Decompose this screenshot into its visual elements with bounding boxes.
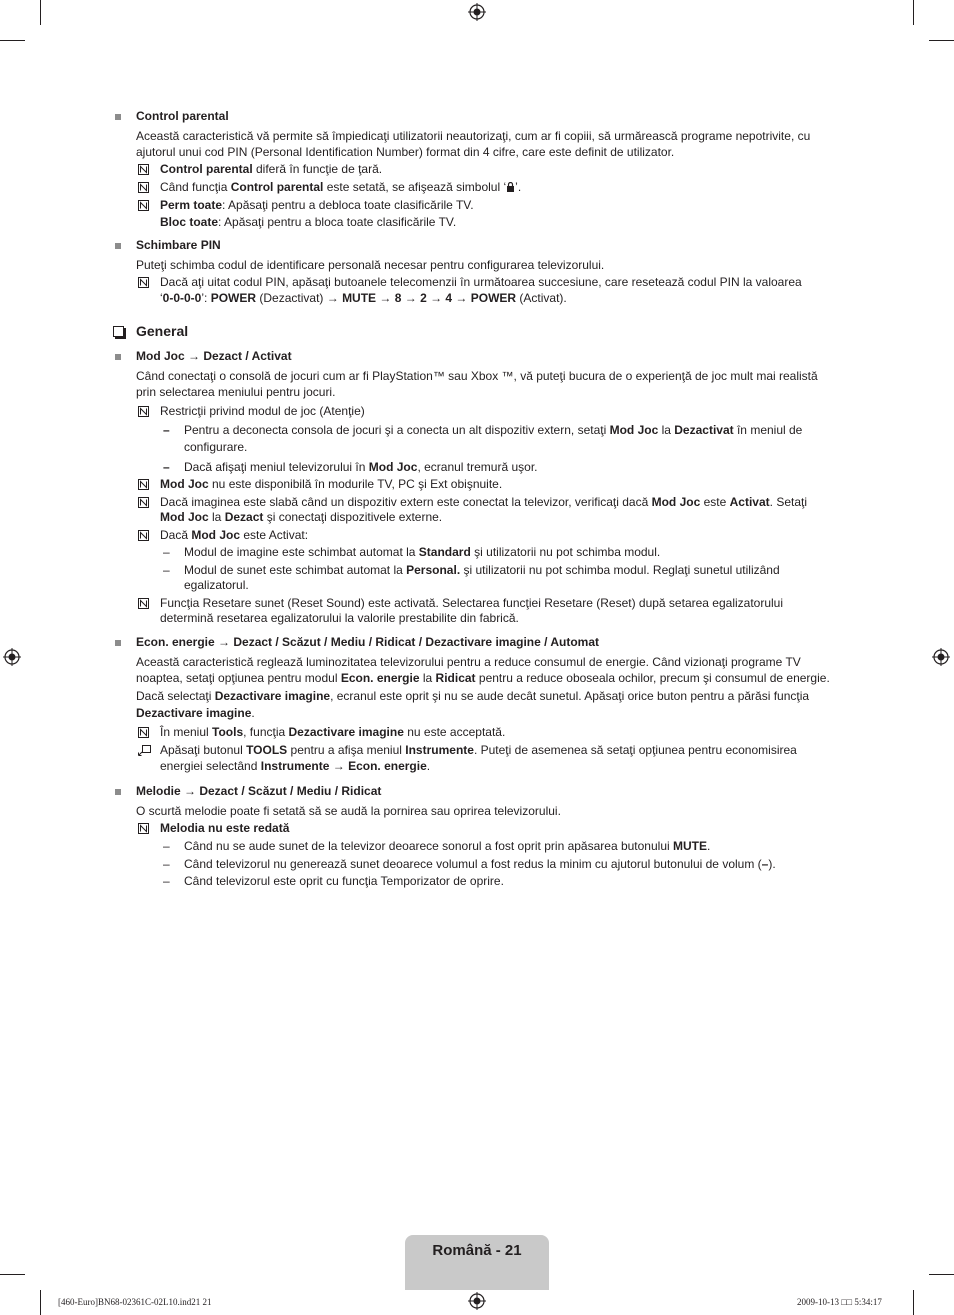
registration-mark-icon	[468, 3, 486, 21]
dash-bullet: –	[163, 839, 170, 853]
note-text: Control parental diferă în funcţie de ţară.	[160, 162, 383, 176]
tools-hand-icon	[138, 745, 151, 756]
dash-text: egalizatorul.	[184, 578, 249, 592]
crop-mark	[40, 1290, 41, 1315]
dash-text: Pentru a deconecta consola de jocuri şi a conecta un alt dispozitiv extern, setaţi Mod Joc la Dezactivat în meniul de	[184, 423, 803, 437]
bullet-square-icon	[115, 114, 121, 120]
dash-bullet: –	[163, 857, 170, 871]
note-icon	[138, 727, 149, 738]
dash-text: Când televizorul nu generează sunet deoarece volumul a fost redus la minim cu ajutorul butonului de volum (–).	[184, 857, 776, 871]
registration-mark-icon	[3, 648, 21, 666]
paragraph: ajutorul unui cod PIN (Personal Identification Number) format din 4 cifre, care este definit de utilizator.	[136, 145, 675, 159]
crop-mark	[913, 1290, 914, 1315]
registration-mark-icon	[932, 648, 950, 666]
dash-bullet: –	[163, 545, 170, 559]
dash-text: Modul de imagine este schimbat automat la Standard şi utilizatorii nu pot schimba modul.	[184, 545, 661, 559]
bullet-square-icon	[115, 243, 121, 249]
note-text: energiei selectând Instrumente → Econ. energie.	[160, 759, 431, 773]
note-text: Restricţii privind modul de joc (Atenţie)	[160, 404, 365, 418]
bullet-square-icon	[115, 354, 121, 360]
note-text: Perm toate: Apăsaţi pentru a debloca toate clasificările TV.	[160, 198, 474, 212]
note-icon	[138, 497, 149, 508]
bullet-square-icon	[115, 640, 121, 646]
dash-bullet: –	[163, 874, 170, 888]
paragraph: Această caracteristică vă permite să împiedicaţi utilizatorii neautorizaţi, cum ar fi copiii, să urmărească programe nepotrivite, cu	[136, 129, 811, 143]
dash-text: Modul de sunet este schimbat automat la Personal. şi utilizatorii nu pot schimba modul. Reglaţi sunetul utilizând	[184, 563, 780, 577]
paragraph: Dezactivare imagine.	[136, 706, 255, 720]
heading-schimbare-pin: Schimbare PIN	[136, 238, 221, 252]
paragraph: O scurtă melodie poate fi setată să se audă la pornirea sau oprirea televizorului.	[136, 804, 561, 818]
dash-text: Dacă afişaţi meniul televizorului în Mod Joc, ecranul tremură uşor.	[184, 460, 538, 474]
paragraph: Această caracteristică reglează luminozitatea televizorului pentru a reduce consumul de energie. Când vizionaţi programe TV	[136, 655, 801, 669]
note-text: determină resetarea egalizatorului la valorile prestabilite din fabrică.	[160, 611, 519, 625]
section-title-general: General	[136, 323, 189, 339]
heading-econ-energie: Econ. energie → Dezact / Scăzut / Mediu / Ridicat / Dezactivare imagine / Automat	[136, 635, 600, 649]
note-text: ‘0-0-0-0’: POWER (Dezactivat) → MUTE → 8 → 2 → 4 → POWER (Activat).	[160, 291, 567, 305]
footer-timestamp: 2009-10-13 □□ 5:34:17	[797, 1297, 882, 1307]
heading-mod-joc: Mod Joc → Dezact / Activat	[136, 349, 292, 363]
note-icon	[138, 598, 149, 609]
heading-control-parental: Control parental	[136, 109, 229, 123]
note-text: Funcţia Resetare sunet (Reset Sound) este activată. Selectarea funcţiei Resetare (Reset) după setarea egalizatorului	[160, 596, 784, 610]
note-text: Dacă aţi uitat codul PIN, apăsaţi butoanele telecomenzii în următoarea succesiune, care resetează codul PIN la valoarea	[160, 275, 802, 289]
note-text: Mod Joc la Dezact şi conectaţi dispozitivele externe.	[160, 510, 443, 524]
note-icon	[138, 823, 149, 834]
crop-mark	[913, 0, 914, 25]
crop-mark	[40, 0, 41, 25]
dash-text: Când nu se aude sunet de la televizor deoarece sonorul a fost oprit prin apăsarea butonului MUTE.	[184, 839, 711, 853]
crop-mark	[929, 40, 954, 41]
lock-icon	[506, 182, 515, 192]
paragraph: prin selectarea meniului pentru jocuri.	[136, 385, 336, 399]
note-text: Apăsaţi butonul TOOLS pentru a afişa meniul Instrumente. Puteţi de asemenea să setaţi opţiunea pentru economisirea	[160, 743, 797, 757]
dash-text: configurare.	[184, 440, 248, 454]
registration-mark-icon	[468, 1292, 486, 1310]
note-icon	[138, 530, 149, 541]
dash-text: Când televizorul este oprit cu funcţia Temporizator de oprire.	[184, 874, 504, 888]
note-icon	[138, 182, 149, 193]
note-icon	[138, 406, 149, 417]
crop-mark	[929, 1274, 954, 1275]
note-text: Dacă Mod Joc este Activat:	[160, 528, 309, 542]
note-text: Când funcţia Control parental este setată, se afişează simbolul ‘ ’.	[160, 180, 522, 194]
dash-bullet: –	[163, 423, 170, 437]
footer-file-info: [460-Euro]BN68-02361C-02L10.ind21 21	[58, 1297, 212, 1307]
paragraph: Când conectaţi o consolă de jocuri cum ar fi PlayStation™ sau Xbox ™, vă puteţi bucura de o experienţă de joc mult mai realistă	[136, 369, 818, 383]
note-text: Dacă imaginea este slabă când un dispozitiv extern este conectat la televizor, verificaţi dacă Mod Joc este Activat. Setaţi	[160, 495, 808, 509]
note-icon	[138, 164, 149, 175]
page-number: Română - 21	[432, 1242, 522, 1259]
bullet-square-icon	[115, 789, 121, 795]
note-icon	[138, 200, 149, 211]
dash-bullet: –	[163, 460, 170, 474]
dash-bullet: –	[163, 563, 170, 577]
note-text: În meniul Tools, funcţia Dezactivare imagine nu este acceptată.	[160, 725, 506, 739]
note-icon	[138, 277, 149, 288]
note-text: Bloc toate: Apăsaţi pentru a bloca toate clasificările TV.	[160, 215, 457, 229]
paragraph: Puteţi schimba codul de identificare personală necesar pentru configurarea televizorului.	[136, 258, 605, 272]
note-icon	[138, 479, 149, 490]
crop-mark	[0, 40, 25, 41]
heading-melodie: Melodie → Dezact / Scăzut / Mediu / Ridicat	[136, 784, 382, 798]
note-text: Melodia nu este redată	[160, 821, 290, 835]
crop-mark	[0, 1274, 25, 1275]
paragraph: noaptea, setaţi opţiunea pentru modul Econ. energie la Ridicat pentru a reduce oboseala ochilor, precum şi consumul de energie.	[136, 671, 830, 685]
paragraph: Dacă selectaţi Dezactivare imagine, ecranul este oprit şi nu se aude decât sunetul. Apăsaţi orice buton pentru a părăsi funcţia	[136, 689, 810, 703]
note-text: Mod Joc nu este disponibilă în modurile TV, PC şi Ext obişnuite.	[160, 477, 503, 491]
checkbox-bullet-icon	[113, 326, 124, 337]
